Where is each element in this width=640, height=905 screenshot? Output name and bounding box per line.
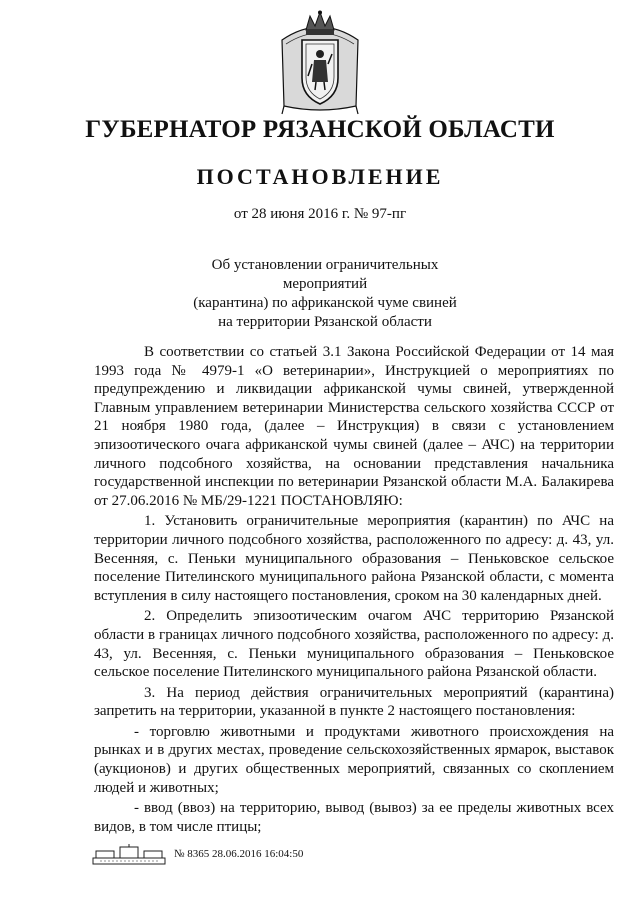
coat-of-arms-icon	[278, 10, 362, 116]
registration-footer	[92, 844, 392, 868]
subject-line: Об установлении ограничительных мероприятий	[211, 257, 439, 292]
item-1-paragraph: 1. Установить ограничительные мероприятия (карантин) по АЧС на территории личного подсобного хозяйства, расположенного по адресу: д. 43, ул. Весенняя, с. Пеньки муниципального образования – Пеньковское сельское поселение Пителинского муниципального района Рязанской области, с момента вступления в силу настоящего постановления, сроком на 30 календарных дней.	[94, 513, 614, 604]
document-date-number: от 28 июня 2016 г. № 97-пг	[233, 206, 407, 222]
item-2-paragraph: 2. Определить эпизоотическим очагом АЧС территорию Рязанской области в границах личного подсобного хозяйства, расположенного по адресу: д. 43, ул. Весенняя, с. Пеньки муниципального образования – Пеньковское сельское поселение Пителинского муниципального района Рязанской области.	[94, 608, 614, 681]
org-title: ГУБЕРНАТОР РЯЗАНСКОЙ ОБЛАСТИ	[85, 116, 555, 143]
item-3-bullet: - ввод (ввоз) на территорию, вывод (вывоз) за ее пределы животных всех видов, в том числе птицы;	[94, 800, 614, 835]
subject-line: на территории Рязанской области	[218, 314, 432, 330]
registration-stamp: № 8365 28.06.2016 16:04:50	[174, 848, 304, 860]
document-type: ПОСТАНОВЛЕНИЕ	[196, 164, 444, 189]
item-3-bullet: - торговлю животными и продуктами животного происхождения на рынках и в других местах, проведение сельскохозяйственных ярмарок, выставок (аукционов) и других общественных мероприятий, связанных со скоплением людей и животных;	[94, 723, 614, 796]
preamble-paragraph: В соответствии со статьей 3.1 Закона Российской Федерации от 14 мая 1993 года № 4979-1 «О ветеринарии», Инструкцией о мероприятиях по предупреждению и ликвидации африканской чумы свиней, утвержденной Главным управлением ветеринарии Министерства сельского хозяйства СССР от 21 ноября 1980 года, (далее – Инструкция) в связи с установлением эпизоотического очага африканской чумы свиней (далее – АЧС) на территории личного подсобного хозяйства, на основании представления начальника государственной инспекции по ветеринарии Рязанской области М.А. Балакирева от 27.06.2016 № МБ/29-1221 ПОСТАНОВЛЯЮ:	[94, 344, 614, 509]
document-body	[94, 343, 614, 838]
subject-line: (карантина) по африканской чуме свиней	[193, 295, 457, 311]
building-stamp-icon	[92, 844, 166, 866]
item-3-paragraph: 3. На период действия ограничительных мероприятий (карантина) запретить на территории, указанной в пункте 2 настоящего постановления:	[94, 684, 614, 720]
document-subject	[170, 256, 480, 332]
